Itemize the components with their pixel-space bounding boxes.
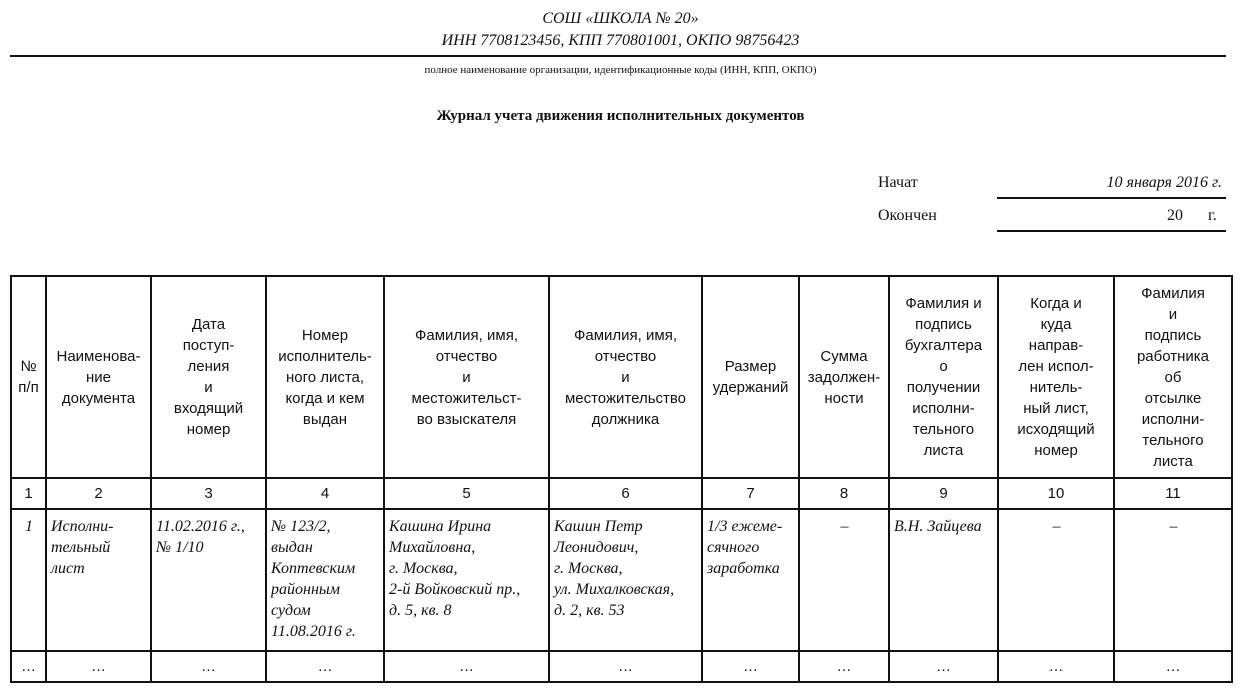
end-year-suffix: г. [1208, 207, 1217, 224]
ellipsis-cell: … [151, 651, 266, 682]
column-number: 6 [549, 478, 702, 509]
ellipsis-cell: … [799, 651, 889, 682]
ellipsis-row [11, 651, 1232, 682]
column-header: Фамилия и подпись бухгалтера о получении исполни- тельного листа [889, 276, 998, 478]
column-number: 4 [266, 478, 384, 509]
cell-sender: – [1114, 509, 1232, 651]
ellipsis-cell: … [702, 651, 799, 682]
column-header: Размер удержаний [702, 276, 799, 478]
end-date-line [997, 230, 1226, 232]
ellipsis-cell: … [384, 651, 549, 682]
ellipsis-cell: … [1114, 651, 1232, 682]
cell-row-number: 1 [11, 509, 46, 651]
cell-sent-info: – [998, 509, 1114, 651]
column-header: № п/п [11, 276, 46, 478]
ellipsis-cell: … [549, 651, 702, 682]
organization-underline [10, 55, 1226, 57]
column-header: Номер исполнитель- ного листа, когда и кем выдан [266, 276, 384, 478]
cell-creditor: Кашина Ирина Михайловна, г. Москва, 2-й Войковский пр., д. 5, кв. 8 [384, 509, 549, 651]
start-label: Начат [878, 174, 918, 191]
column-number: 8 [799, 478, 889, 509]
organization-codes: ИНН 7708123456, КПП 770801001, ОКПО 98756423 [441, 32, 800, 49]
header-row [11, 276, 1232, 478]
ellipsis-cell: … [11, 651, 46, 682]
column-number: 9 [889, 478, 998, 509]
end-label: Окончен [878, 207, 937, 224]
ellipsis-cell: … [46, 651, 151, 682]
start-date: 10 января 2016 г. [1106, 174, 1222, 191]
column-number: 7 [702, 478, 799, 509]
cell-document-name: Исполни- тельный лист [46, 509, 151, 651]
column-header: Сумма задолжен- ности [799, 276, 889, 478]
cell-debtor: Кашин Петр Леонидович, г. Москва, ул. Михалковская, д. 2, кв. 53 [549, 509, 702, 651]
column-number: 2 [46, 478, 151, 509]
column-header: Дата поступ- ления и входящий номер [151, 276, 266, 478]
column-number: 1 [11, 478, 46, 509]
end-year: 20 [1167, 207, 1183, 224]
ellipsis-cell: … [889, 651, 998, 682]
column-header: Фамилия, имя, отчество и местожительст- во взыскателя [384, 276, 549, 478]
cell-debt-amount: – [799, 509, 889, 651]
document-title: Журнал учета движения исполнительных документов [436, 108, 805, 124]
start-date-line [997, 197, 1226, 199]
journal-table [10, 275, 1233, 683]
cell-receipt-date: 11.02.2016 г., № 1/10 [151, 509, 266, 651]
column-number: 10 [998, 478, 1114, 509]
organization-caption: полное наименование организации, идентификационные коды (ИНН, КПП, ОКПО) [424, 64, 817, 76]
table-row [11, 509, 1232, 651]
column-number: 3 [151, 478, 266, 509]
cell-writ-number: № 123/2, выдан Коптевским районным судом 11.08.2016 г. [266, 509, 384, 651]
cell-accountant: В.Н. Зайцева [889, 509, 998, 651]
column-header: Когда и куда направ- лен испол- нитель- ный лист, исходящий номер [998, 276, 1114, 478]
ellipsis-cell: … [266, 651, 384, 682]
column-number-row [11, 478, 1232, 509]
column-header: Фамилия, имя, отчество и местожительство должника [549, 276, 702, 478]
ellipsis-cell: … [998, 651, 1114, 682]
organization-name: СОШ «ШКОЛА № 20» [542, 10, 699, 27]
cell-deduction-amount: 1/3 ежеме- сячного заработка [702, 509, 799, 651]
column-header: Фамилия и подпись работника об отсылке исполни- тельного листа [1114, 276, 1232, 478]
column-number: 5 [384, 478, 549, 509]
column-header: Наименова- ние документа [46, 276, 151, 478]
column-number: 11 [1114, 478, 1232, 509]
